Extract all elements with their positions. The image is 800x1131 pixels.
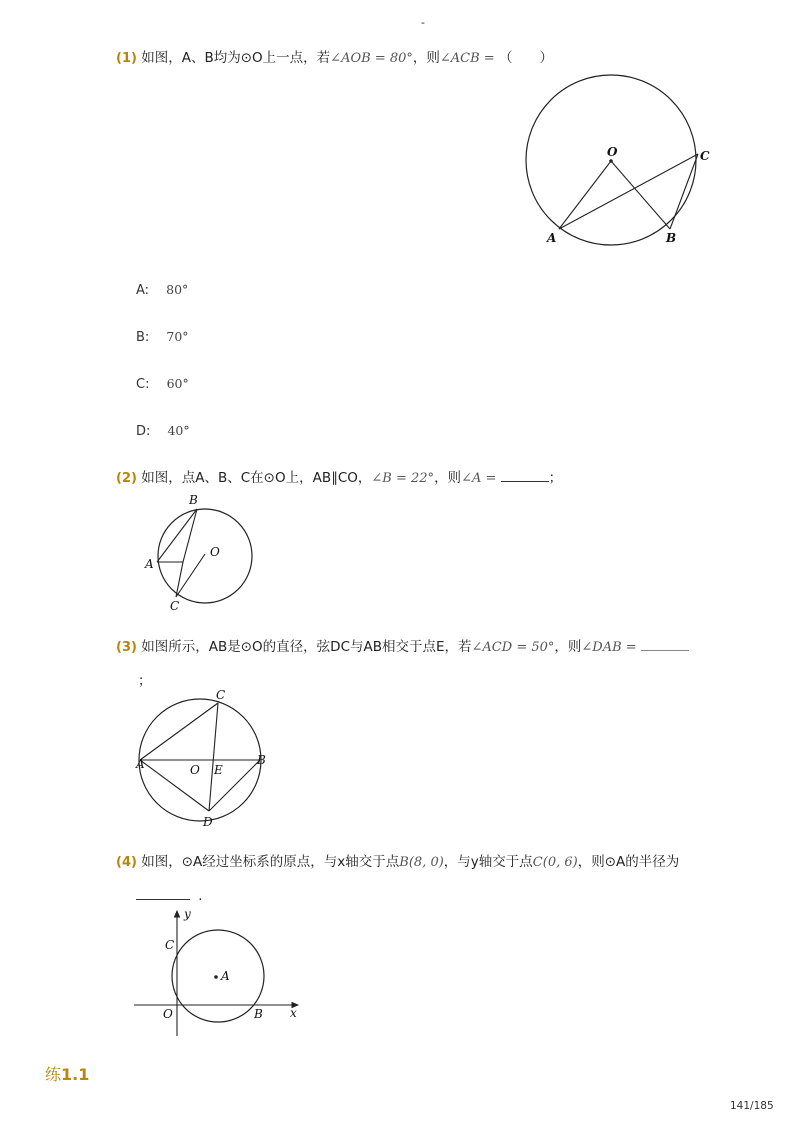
circle-o [158, 509, 252, 603]
answer-blank[interactable] [501, 469, 549, 482]
section-heading [45, 1062, 89, 1085]
question-text: ，则 [554, 639, 582, 655]
question-number: (1) [116, 51, 137, 66]
question-1-stem [116, 48, 553, 69]
option-value: 40° [167, 423, 190, 438]
answer-blank[interactable] [136, 887, 190, 900]
math-expression: C(0, 6) [532, 855, 578, 870]
section-number: 1.1 [61, 1065, 90, 1084]
segment-b-inner [183, 509, 197, 562]
option-d[interactable] [136, 420, 190, 439]
question-text: 如图所示，AB是⊙O的直径，弦DC与AB相交于点E，若 [141, 639, 472, 655]
question-number: (2) [116, 471, 137, 486]
figure-q2-circle [140, 490, 270, 612]
option-value: 80° [166, 282, 189, 297]
figure-q3-circle [130, 690, 275, 830]
label-o: O [210, 545, 220, 559]
math-expression: ∠ACB = [439, 51, 495, 66]
question-text: ； [548, 470, 563, 486]
label-d: D [203, 815, 213, 829]
figure-q1-circle [500, 70, 740, 260]
option-value: 70° [166, 329, 189, 344]
label-b: B [254, 1007, 263, 1021]
label-c: C [165, 938, 175, 952]
option-value: 60° [166, 376, 189, 391]
chord-dc [209, 703, 218, 811]
label-o: O [190, 763, 200, 777]
segment-ac [140, 703, 218, 760]
header-dash: - [421, 16, 425, 29]
question-3-stem [116, 637, 689, 658]
label-o: O [163, 1007, 173, 1021]
label-a: A [145, 557, 154, 571]
question-text: 如图，⊙A经过坐标系的原点，与x轴交于点 [141, 854, 400, 870]
segment-oa [559, 161, 611, 229]
option-letter: C: [136, 377, 150, 392]
option-letter: A: [136, 283, 150, 298]
label-a: A [136, 757, 145, 771]
label-c: C [170, 599, 180, 612]
label-b: B [257, 753, 266, 767]
question-text: ，与y轴交于点 [443, 854, 533, 870]
option-letter: B: [136, 330, 150, 345]
circle-a [172, 930, 264, 1022]
label-b: B [666, 231, 677, 245]
question-text: ，则 [412, 50, 440, 66]
math-expression: ∠DAB = [581, 640, 637, 655]
math-expression: ∠ACD = 50° [471, 640, 555, 655]
question-4-answer-line [136, 886, 203, 906]
question-number: (4) [116, 855, 137, 870]
question-text: ，则⊙A的半径为 [577, 854, 680, 870]
label-b: B [189, 493, 198, 507]
question-text: 如图，A、B均为⊙O上一点，若 [141, 50, 331, 66]
label-e: E [214, 763, 223, 777]
math-expression: B(8, 0) [399, 855, 444, 870]
math-expression: ∠A = [461, 471, 497, 486]
segment-bc [670, 154, 698, 229]
label-a: A [547, 231, 557, 245]
option-a[interactable] [136, 279, 188, 298]
label-c: C [216, 690, 226, 702]
option-letter: D: [136, 424, 151, 439]
math-expression: ∠AOB = 80° [330, 51, 413, 66]
answer-parentheses: （ ） [498, 50, 553, 66]
segment-ob [611, 161, 670, 229]
page-number: 141/185 [730, 1100, 774, 1112]
center-point [609, 159, 613, 163]
label-x: x [290, 1006, 297, 1020]
option-b[interactable] [136, 326, 189, 345]
segment-ac [559, 154, 698, 229]
math-expression: ∠B = 22° [371, 471, 435, 486]
question-4-stem [116, 852, 679, 873]
label-a: A [221, 969, 230, 983]
center-point-a [214, 975, 218, 979]
question-3-semicolon: ； [138, 673, 152, 689]
label-y: y [184, 907, 191, 921]
label-c: C [700, 149, 710, 163]
question-text: . [198, 888, 203, 904]
question-text: ，则 [434, 470, 462, 486]
option-c[interactable] [136, 373, 189, 392]
answer-blank[interactable] [641, 638, 689, 651]
label-o: O [607, 145, 618, 159]
question-text: 如图，点A、B、C在⊙O上，AB∥CO， [141, 470, 372, 486]
section-prefix: 练 [45, 1065, 62, 1084]
question-number: (3) [116, 640, 137, 655]
figure-q4-coordinate [130, 905, 310, 1040]
question-2-stem [116, 468, 562, 489]
